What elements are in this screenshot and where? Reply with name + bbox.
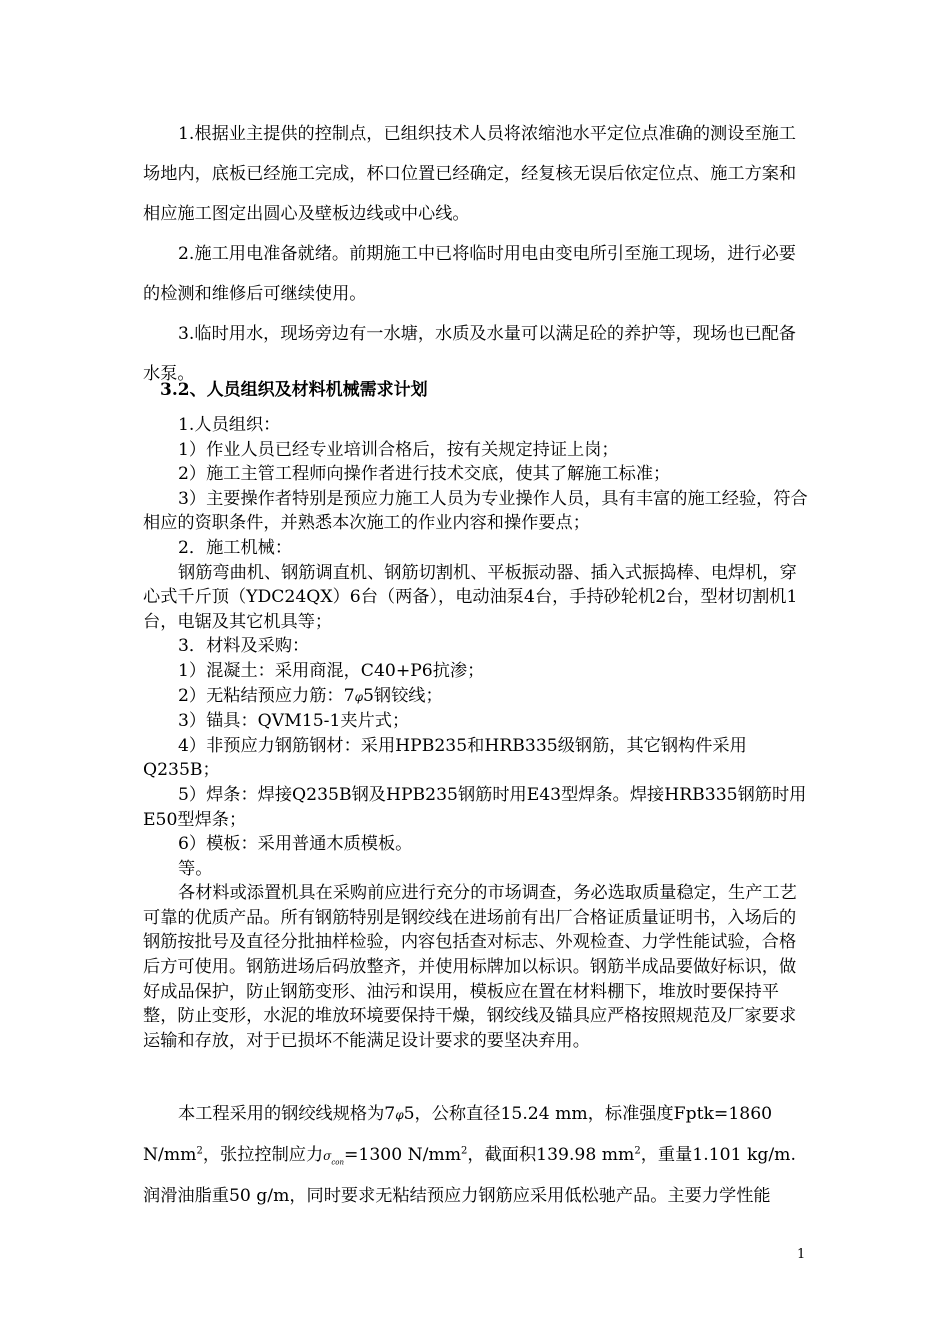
spec-text: ，重量1.101 kg/m. 润滑油脂重50 g/m，同时要求无粘结预应力钢筋应采用低松驰产品。主要力学性能 xyxy=(143,1145,796,1206)
sigma-symbol: σ xyxy=(323,1149,332,1163)
list-item: 1）混凝土：采用商混，C40+P6抗渗； xyxy=(178,660,485,681)
list-item-text: 5钢铰线； xyxy=(362,685,443,706)
subscript: con xyxy=(331,1158,344,1167)
list-item-text: 2）无粘结预应力筋： xyxy=(178,685,344,706)
list-item: 1）作业人员已经专业培训合格后，按有关规定持证上岗； xyxy=(178,439,619,460)
spec-text: ，张拉控制应力 xyxy=(202,1145,324,1165)
list-item: 6）模板：采用普通木质模板。 xyxy=(178,834,413,855)
paragraph-water-supply: 3.临时用水，现场旁边有一水塘，水质及水量可以满足砼的养护等，现场也已配备水泵。 xyxy=(143,324,796,384)
list-item: 1.人员组织： xyxy=(178,415,281,435)
superscript: 2 xyxy=(196,1145,203,1157)
section-heading: 3.2、人员组织及材料机械需求计划 xyxy=(160,380,428,400)
paragraph-power-supply: 2.施工用电准备就绪。前期施工中已将临时用电由变电所引至施工现场，进行必要的检测和维修后可继续使用。 xyxy=(143,244,796,304)
list-item: 4）非预应力钢筋钢材：采用HPB235和HRB335级钢筋，其它钢构件采用Q235B； xyxy=(143,735,747,781)
page-number: 1 xyxy=(797,1247,806,1262)
superscript: 2 xyxy=(634,1145,641,1157)
list-item: 5）焊条：焊接Q235B钢及HPB235钢筋时用E43型焊条。焊接HRB335钢筋时用E50型焊条； xyxy=(143,784,807,830)
list-item: 2）施工主管工程师向操作者进行技术交底，使其了解施工标准； xyxy=(178,464,671,485)
list-item xyxy=(143,684,808,710)
list-item: 3．材料及采购： xyxy=(178,636,310,657)
paragraph-control-points: 1.根据业主提供的控制点，已组织技术人员将浓缩池水平定位点准确的测设至施工场地内，底板已经施工完成，杯口位置已经确定，经复核无误后依定位点、施工方案和相应施工图定出圆心及壁板边线或中心线。 xyxy=(143,124,797,224)
list-item: 钢筋弯曲机、钢筋调直机、钢筋切割机、平板振动器、插入式振捣棒、电焊机，穿心式千斤顶（YDC24QX）6台（两备），电动油泵4台，手持砂轮机2台，型材切割机1台，电锯及其它机具等； xyxy=(143,562,798,632)
spec-text: ，截面积139.98 mm xyxy=(467,1145,635,1165)
list-item: 2．施工机械： xyxy=(178,537,293,558)
superscript: 2 xyxy=(461,1145,468,1157)
list-block xyxy=(143,413,808,1053)
list-item: 3）锚具：QVM15-1夹片式； xyxy=(178,711,410,732)
spec-text: 5，公称直径15.24 mm，标准强度Fptk=1860 N/mm xyxy=(143,1104,773,1165)
spec-text: 本工程采用的钢绞线规格为7 xyxy=(178,1104,396,1124)
spec-text: =1300 N/mm xyxy=(344,1145,462,1165)
list-item: 3）主要操作者特别是预应力施工人员为专业操作人员，具有丰富的施工经验，符合相应的资职条件，并熟悉本次施工的作业内容和操作要点； xyxy=(143,488,808,534)
phi-symbol: φ xyxy=(395,1108,404,1122)
list-item: 等。 xyxy=(178,858,213,879)
list-item: 各材料或添置机具在采购前应进行充分的市场调查，务必选取质量稳定，生产工艺可靠的优质产品。所有钢筋特别是钢绞线在进场前有出厂合格证质量证明书，入场后的钢筋按批号及直径分批抽样检验，内容包括查对标志、外观检查、力学性能试验，合格后方可使用。钢筋进场后码放整齐，并使用标牌加以标识。钢筋半成品要做好标识，做好成品保护，防止钢筋变形、油污和误用，模板应在置在材料棚下，堆放时要保持平整，防止变形，水泥的堆放环境要保持干燥，钢绞线及锚具应严格按照规范及厂家要求运输和存放，对于已损坏不能满足设计要求的要坚决弃用。 xyxy=(143,883,797,1051)
paragraph-strand-specs xyxy=(143,1094,808,1216)
list-item-text: 7 xyxy=(343,685,355,706)
phi-symbol: φ xyxy=(354,689,363,704)
